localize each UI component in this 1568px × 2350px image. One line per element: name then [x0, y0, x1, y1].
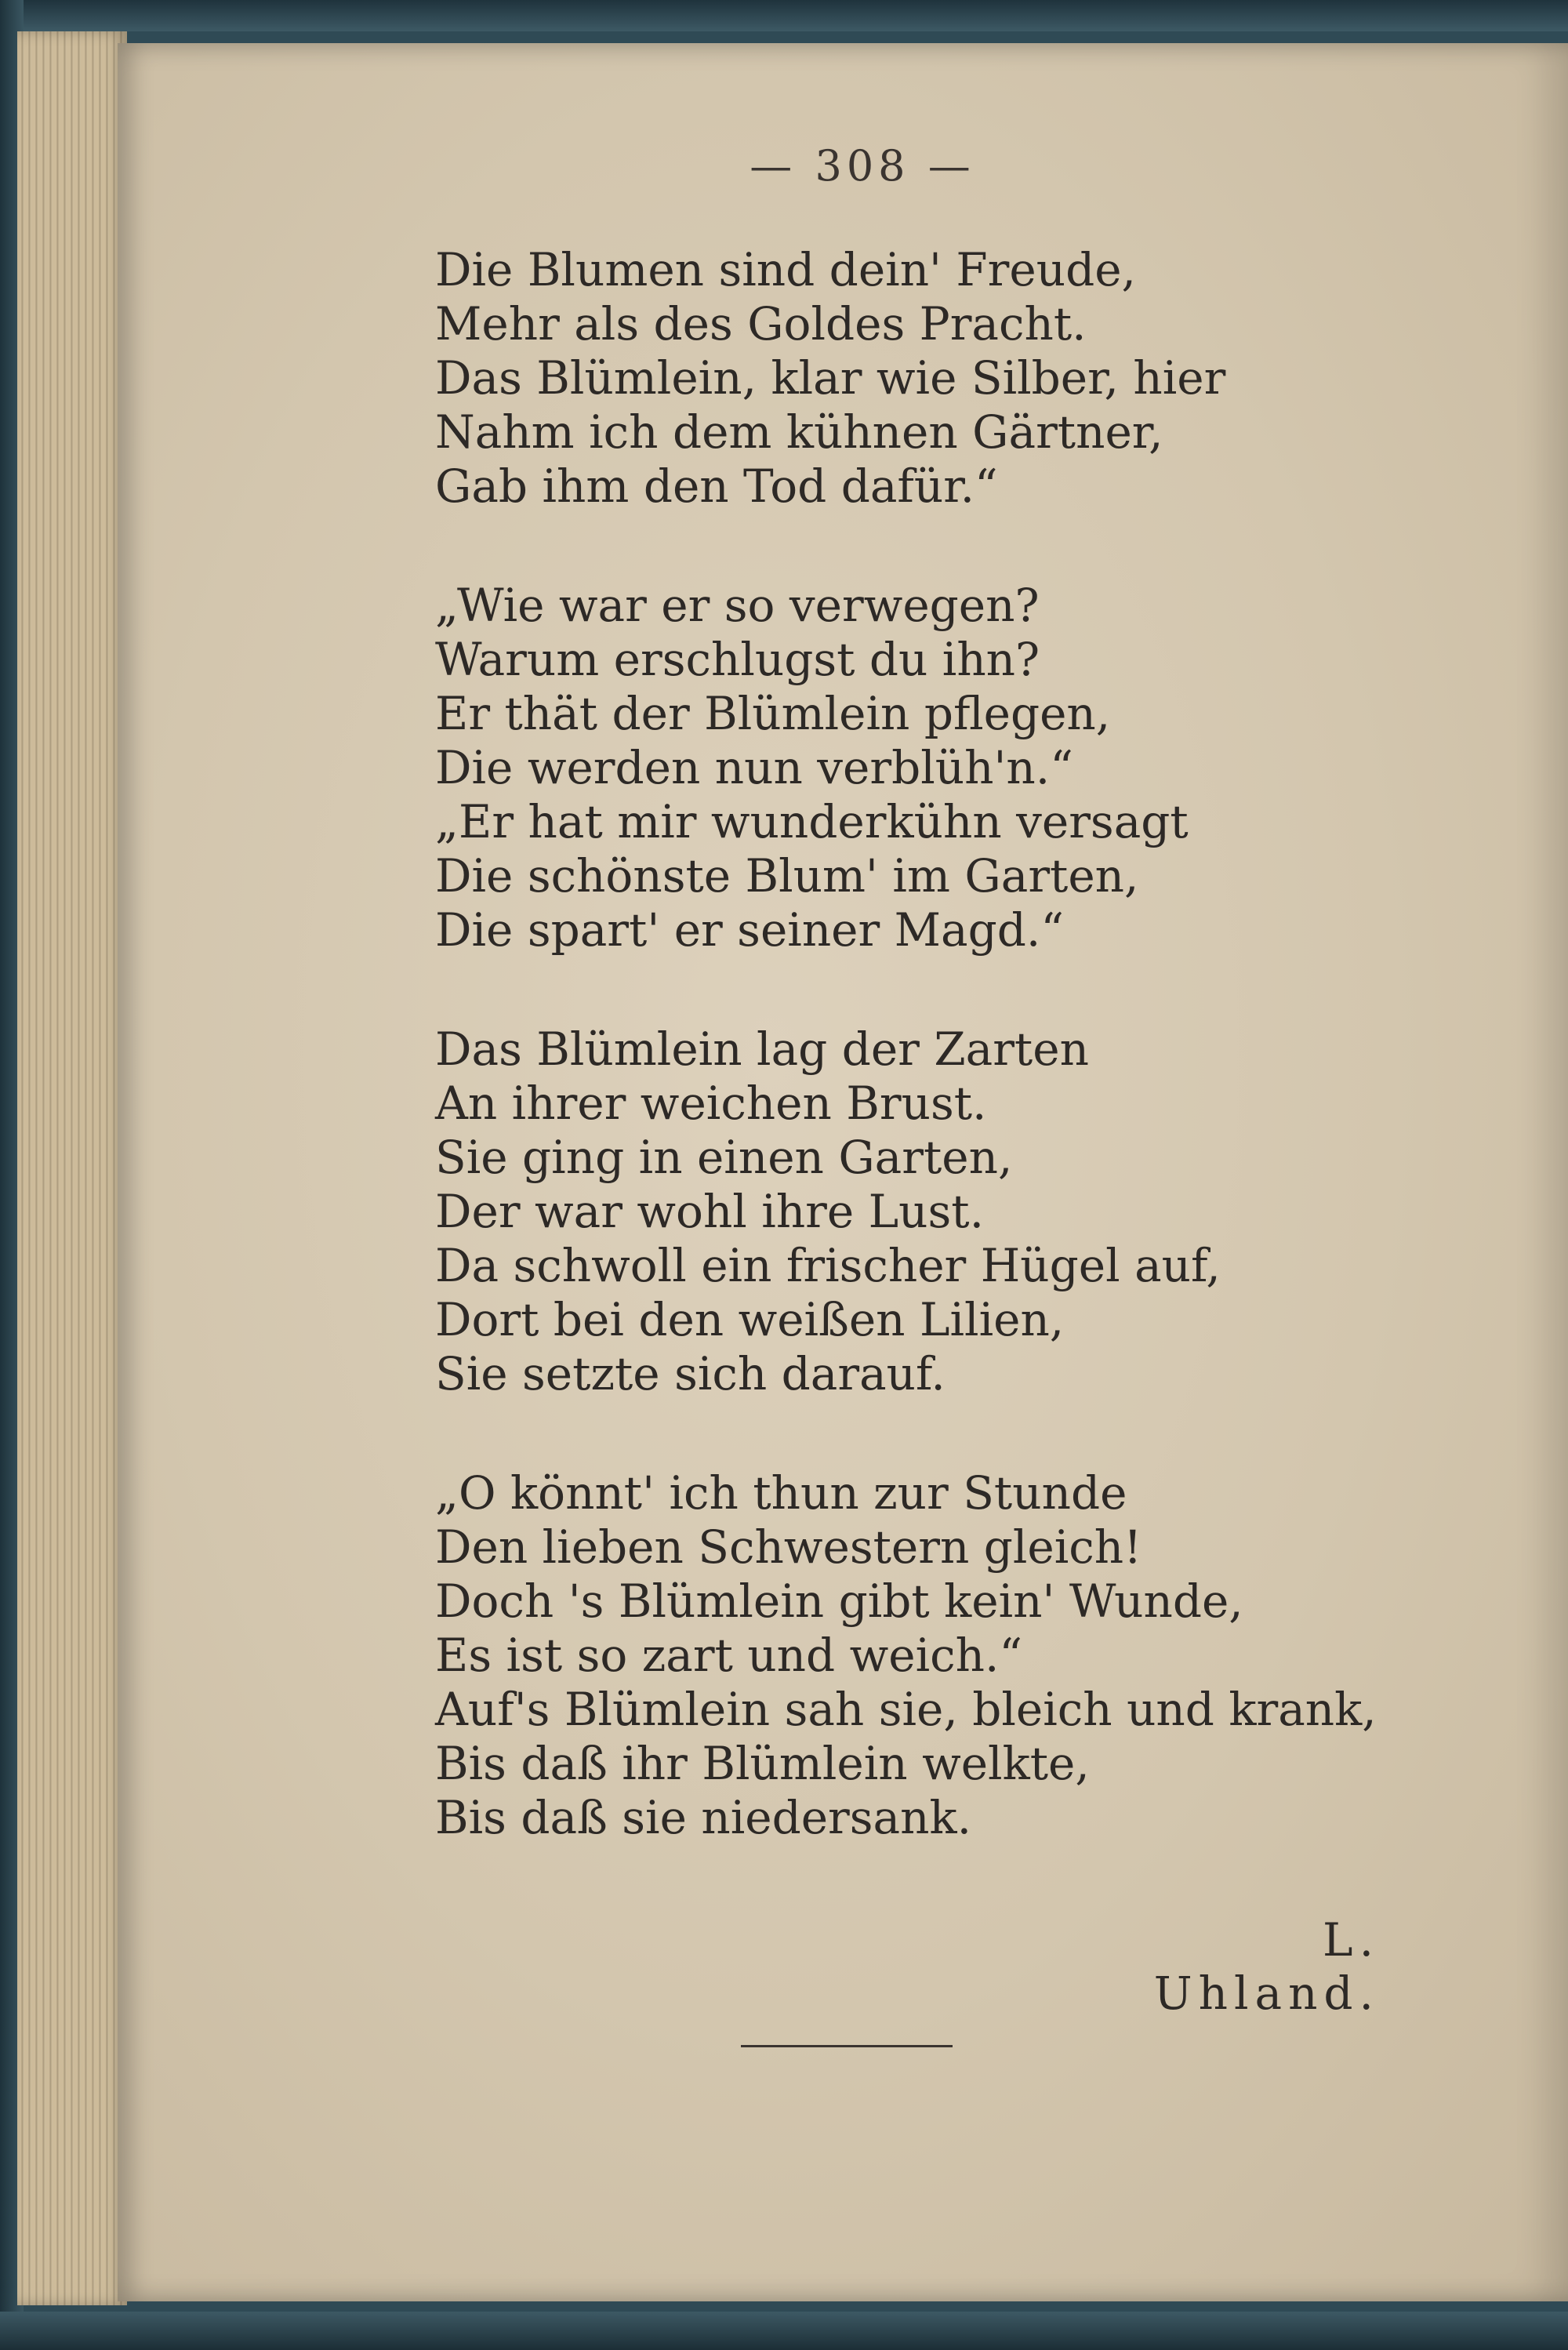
poem	[435, 243, 1376, 1845]
poem-line: Sie ging in einen Garten,	[435, 1131, 1013, 1184]
poem-line: Die spart' er seiner Magd.“	[435, 903, 1064, 957]
author-signature: L. Uhland.	[1153, 1913, 1380, 2020]
stanza-2	[435, 579, 1376, 957]
poem-line: An ihrer weichen Brust.	[435, 1077, 987, 1130]
page-number: — 308 —	[750, 141, 975, 191]
stanza-4	[435, 1466, 1376, 1845]
poem-line: Er thät der Blümlein pflegen,	[435, 687, 1111, 740]
poem-line: Gab ihm den Tod dafür.“	[435, 459, 998, 513]
end-rule	[741, 2045, 953, 2047]
poem-line: Es ist so zart und weich.“	[435, 1629, 1023, 1682]
poem-line: Dort bei den weißen Lilien,	[435, 1293, 1065, 1346]
poem-line: Bis daß sie niedersank.	[435, 1791, 972, 1844]
poem-line: Das Blümlein lag der Zarten	[435, 1022, 1089, 1076]
poem-line: Die Blumen sind dein' Freude,	[435, 243, 1136, 296]
poem-line: Das Blümlein, klar wie Silber, hier	[435, 351, 1226, 405]
poem-line: „Wie war er so verwegen?	[435, 579, 1040, 632]
poem-line: Doch 's Blümlein gibt kein' Wunde,	[435, 1575, 1243, 1628]
poem-line: Die schönste Blum' im Garten,	[435, 849, 1139, 903]
poem-line: Auf's Blümlein sah sie, bleich und krank,	[435, 1683, 1377, 1736]
page-edges	[17, 31, 127, 2305]
stanza-3	[435, 1022, 1376, 1401]
book-cover-bottom	[0, 2312, 1568, 2350]
poem-line: Bis daß ihr Blümlein welkte,	[435, 1737, 1090, 1790]
poem-line: Nahm ich dem kühnen Gärtner,	[435, 405, 1163, 459]
poem-line: Mehr als des Goldes Pracht.	[435, 297, 1087, 351]
poem-line: Sie setzte sich darauf.	[435, 1347, 946, 1400]
poem-line: Den lieben Schwestern gleich!	[435, 1520, 1142, 1574]
book-cover-top	[0, 0, 1568, 31]
poem-line: „Er hat mir wunderkühn versagt	[435, 795, 1189, 848]
poem-line: „O könnt' ich thun zur Stunde	[435, 1466, 1127, 1520]
poem-line: Da schwoll ein frischer Hügel auf,	[435, 1239, 1221, 1292]
poem-line: Die werden nun verblüh'n.“	[435, 741, 1073, 794]
poem-line: Warum erschlugst du ihn?	[435, 633, 1040, 686]
poem-line: Der war wohl ihre Lust.	[435, 1185, 985, 1238]
stanza-1	[435, 243, 1376, 514]
